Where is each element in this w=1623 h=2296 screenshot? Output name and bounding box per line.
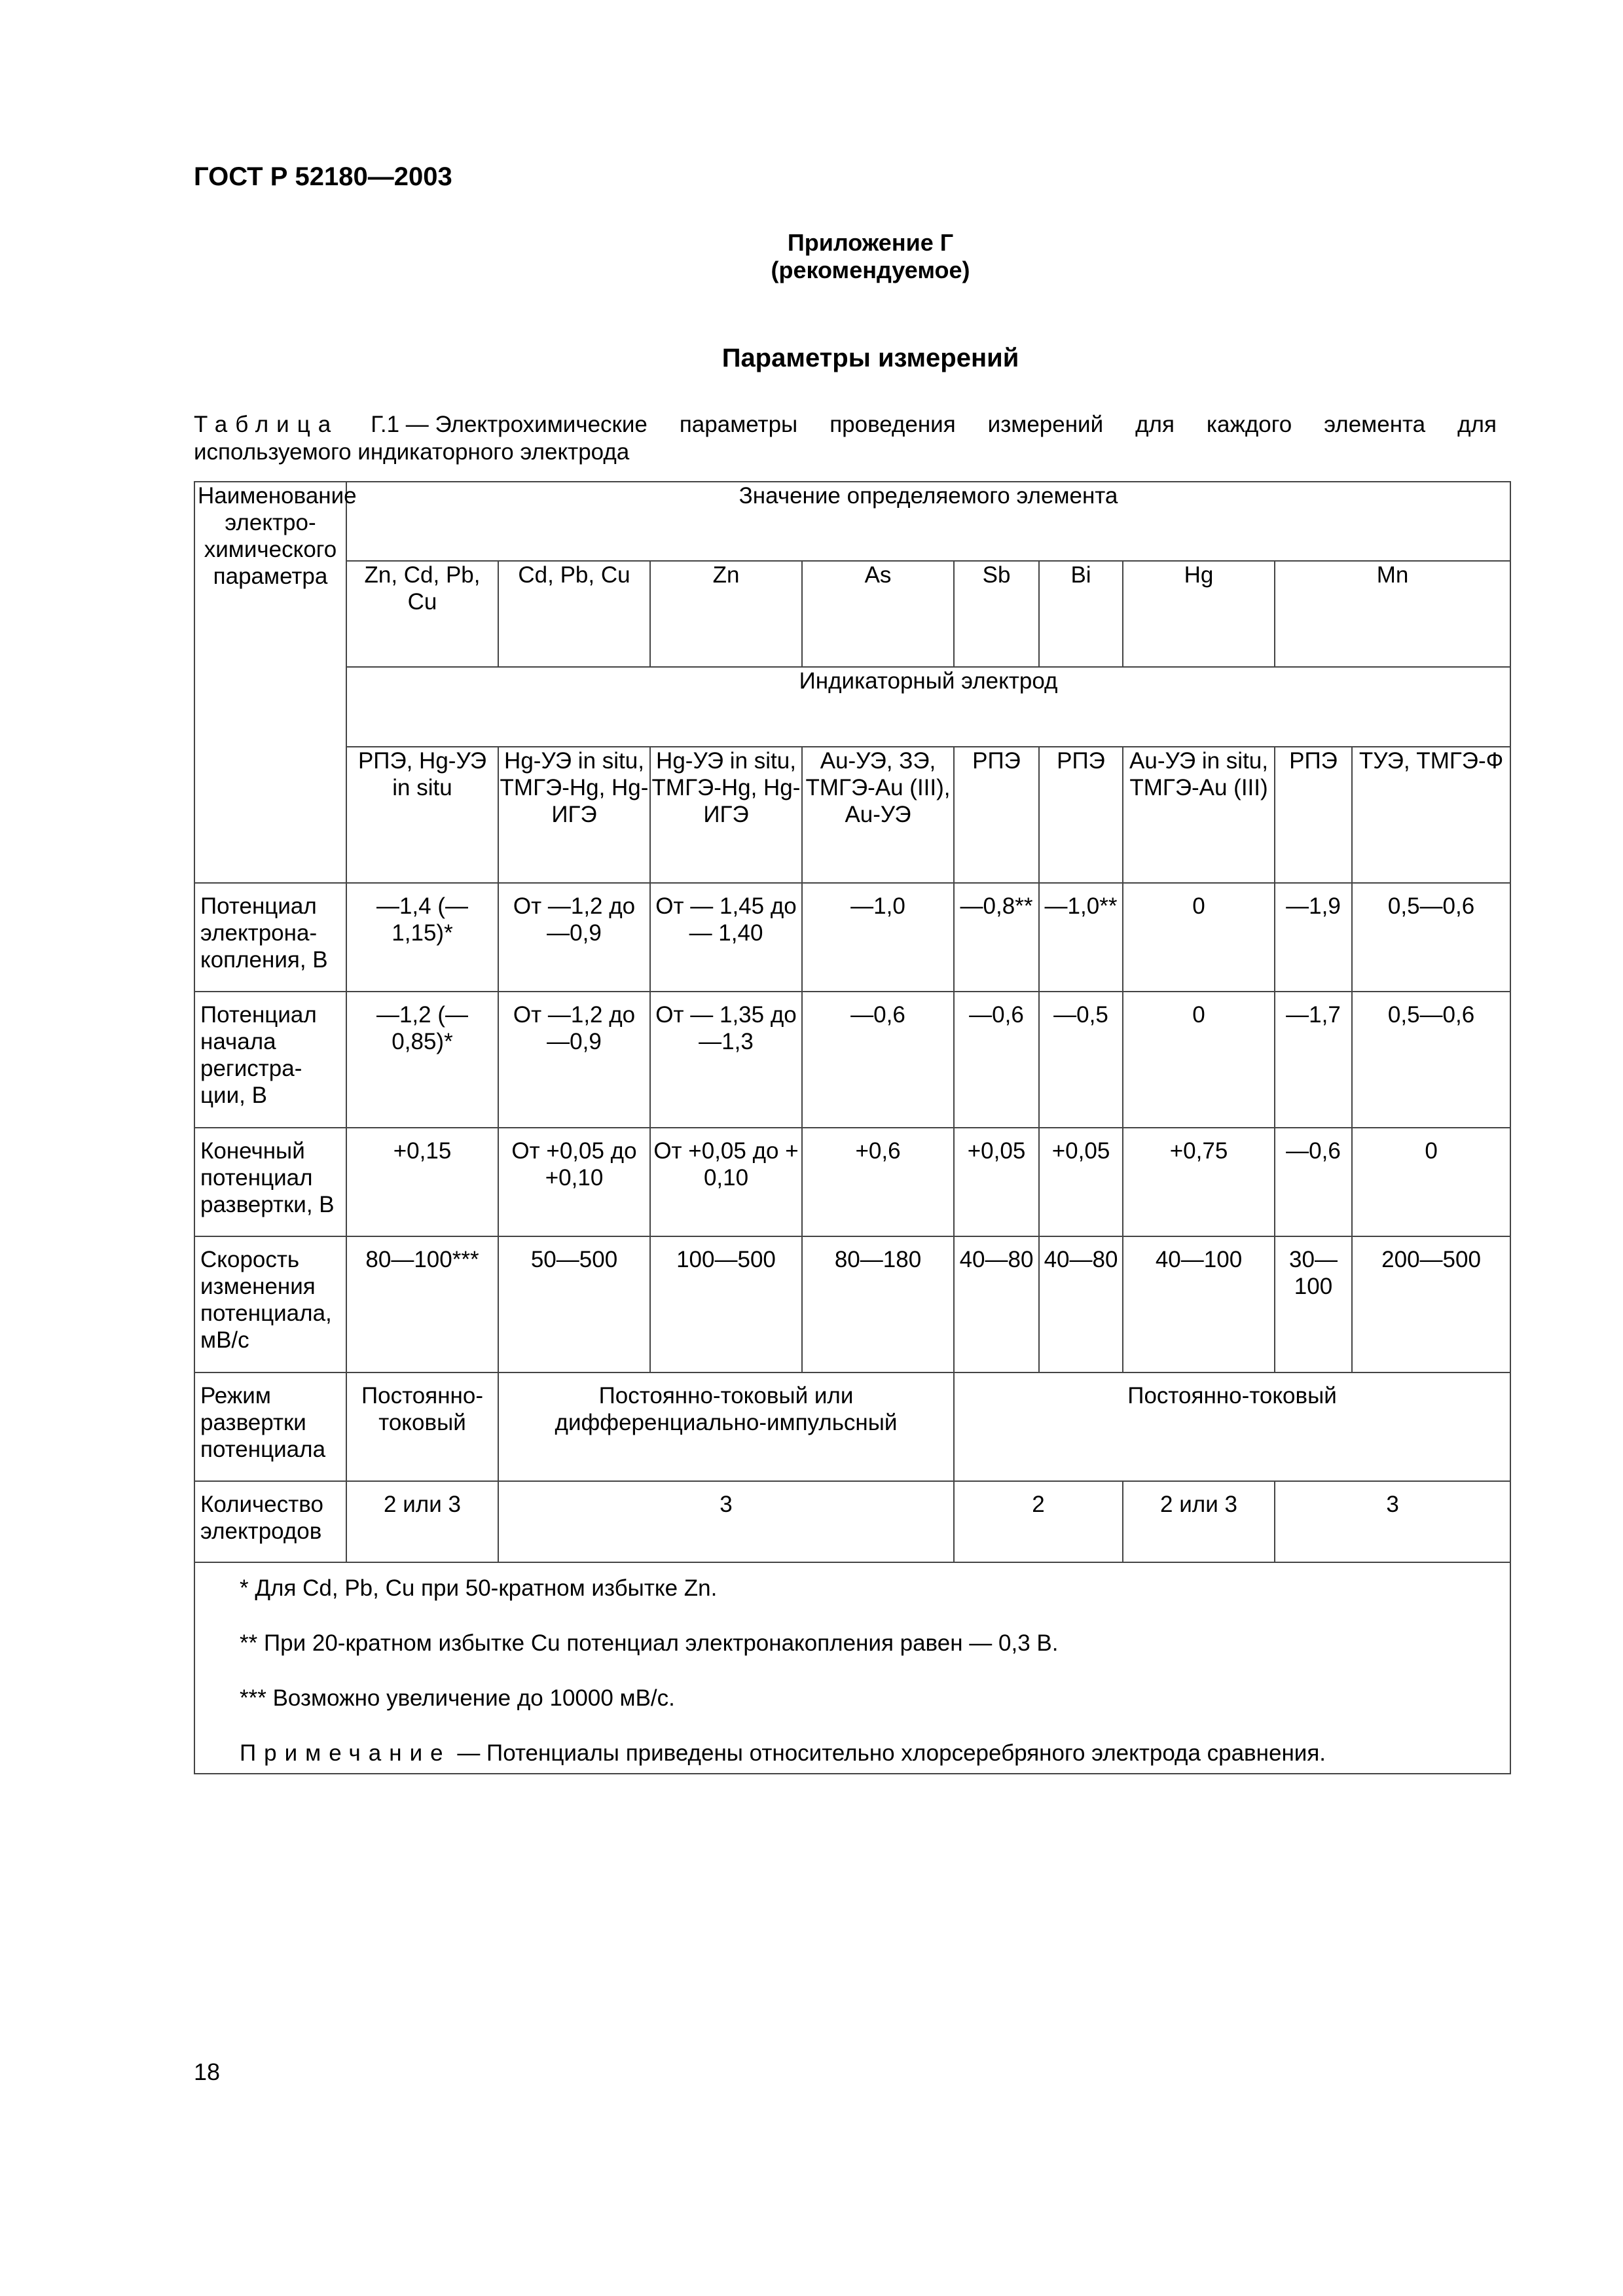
value-cell: 40—100 bbox=[1123, 1236, 1275, 1372]
element-cell: Mn bbox=[1275, 561, 1510, 667]
caption-word: параметры bbox=[679, 412, 798, 437]
element-cell: Zn, Cd, Pb, Cu bbox=[346, 561, 498, 667]
row-name: Режим развертки потенциала bbox=[194, 1372, 346, 1481]
value-cell: 2 или 3 bbox=[1123, 1481, 1275, 1562]
element-cell: As bbox=[802, 561, 954, 667]
value-cell: От —1,2 до —0,9 bbox=[498, 992, 650, 1128]
caption-word: для bbox=[1135, 412, 1175, 437]
electrode-cell: РПЭ bbox=[1039, 747, 1123, 883]
value-cell: —1,9 bbox=[1275, 883, 1352, 992]
value-cell: +0,15 bbox=[346, 1128, 498, 1236]
note-label: Примечание bbox=[240, 1740, 451, 1766]
section-title: Параметры измерений bbox=[721, 344, 1019, 372]
caption-word: проведения bbox=[830, 412, 956, 437]
footnote: ** При 20-кратном избытке Cu потенциал электронакопления равен — 0,3 В. bbox=[240, 1630, 1059, 1656]
table-caption bbox=[194, 411, 1497, 466]
value-cell: 50—500 bbox=[498, 1236, 650, 1372]
value-cell: 200—500 bbox=[1352, 1236, 1510, 1372]
count-row bbox=[194, 1481, 1510, 1562]
value-cell: 0,5—0,6 bbox=[1352, 992, 1510, 1128]
value-cell: 0,5—0,6 bbox=[1352, 883, 1510, 992]
caption-word: Г.1 — Электрохимические bbox=[371, 412, 647, 437]
table-row bbox=[194, 1236, 1510, 1372]
value-cell: 3 bbox=[1275, 1481, 1510, 1562]
table-row bbox=[194, 883, 1510, 992]
value-cell: 2 или 3 bbox=[346, 1481, 498, 1562]
value-cell: От +0,05 до + 0,10 bbox=[650, 1128, 802, 1236]
electrode-header-row bbox=[194, 667, 1510, 747]
element-cell: Cd, Pb, Cu bbox=[498, 561, 650, 667]
value-cell: —1,2 (—0,85)* bbox=[346, 992, 498, 1128]
value-cell: Постоянно-токовый bbox=[954, 1372, 1510, 1481]
appendix-title: Приложение Г bbox=[787, 229, 954, 256]
footnote: *** Возможно увеличение до 10000 мВ/с. bbox=[240, 1685, 675, 1711]
value-cell: 80—100*** bbox=[346, 1236, 498, 1372]
row-name: Скорость изменения потенциала, мВ/с bbox=[194, 1236, 346, 1372]
appendix-type: (рекомендуемое) bbox=[771, 257, 970, 283]
value-cell: +0,05 bbox=[1039, 1128, 1123, 1236]
value-cell: —1,7 bbox=[1275, 992, 1352, 1128]
electrode-cell: Hg-УЭ in situ, ТМГЭ-Hg, Hg-ИГЭ bbox=[650, 747, 802, 883]
parameters-table bbox=[194, 481, 1511, 1774]
value-cell: —0,5 bbox=[1039, 992, 1123, 1128]
row-name: Потенциал электрона-копления, В bbox=[194, 883, 346, 992]
value-cell: 30—100 bbox=[1275, 1236, 1352, 1372]
page-number: 18 bbox=[194, 2058, 221, 2085]
table-notes bbox=[194, 1562, 1510, 1774]
table-row bbox=[194, 992, 1510, 1128]
value-cell: —0,6 bbox=[954, 992, 1039, 1128]
value-cell: 80—180 bbox=[802, 1236, 954, 1372]
element-header: Значение определяемого элемента bbox=[346, 482, 1510, 561]
electrode-header: Индикаторный электрод bbox=[346, 667, 1510, 747]
mode-row bbox=[194, 1372, 1510, 1481]
element-cell: Sb bbox=[954, 561, 1039, 667]
value-cell: —0,6 bbox=[802, 992, 954, 1128]
value-cell: Постоянно-токовый bbox=[346, 1372, 498, 1481]
caption-word: элемента bbox=[1324, 412, 1426, 437]
notes-row bbox=[194, 1562, 1510, 1774]
caption-word: измерений bbox=[987, 412, 1104, 437]
note bbox=[240, 1740, 1510, 1767]
electrode-cell: ТУЭ, ТМГЭ-Ф bbox=[1352, 747, 1510, 883]
header-row-elements bbox=[194, 482, 1510, 561]
note-text: — Потенциалы приведены относительно хлорсеребряного электрода сравнения. bbox=[450, 1740, 1326, 1766]
value-cell: 40—80 bbox=[1039, 1236, 1123, 1372]
value-cell: 0 bbox=[1123, 992, 1275, 1128]
electrode-cell: РПЭ bbox=[1275, 747, 1352, 883]
value-cell: —1,0 bbox=[802, 883, 954, 992]
electrode-cell: РПЭ bbox=[954, 747, 1039, 883]
value-cell: +0,05 bbox=[954, 1128, 1039, 1236]
value-cell: 100—500 bbox=[650, 1236, 802, 1372]
value-cell: Постоянно-токовый или дифференциально-импульсный bbox=[498, 1372, 954, 1481]
footnote: * Для Cd, Pb, Cu при 50-кратном избытке Zn. bbox=[240, 1575, 718, 1601]
electrode-cell: Au-УЭ in situ, ТМГЭ-Au (III) bbox=[1123, 747, 1275, 883]
value-cell: —0,8** bbox=[954, 883, 1039, 992]
caption-line-1 bbox=[194, 411, 1497, 439]
document-header: ГОСТ Р 52180—2003 bbox=[194, 162, 452, 191]
element-cell: Bi bbox=[1039, 561, 1123, 667]
element-cell: Zn bbox=[650, 561, 802, 667]
param-column-header: Наименование электро-химического параметра bbox=[194, 482, 346, 883]
value-cell: От — 1,35 до —1,3 bbox=[650, 992, 802, 1128]
electrode-types-row bbox=[194, 747, 1510, 883]
row-name: Потенциал начала регистра-ции, В bbox=[194, 992, 346, 1128]
appendix-heading bbox=[59, 229, 1623, 284]
value-cell: +0,75 bbox=[1123, 1128, 1275, 1236]
value-cell: От +0,05 до +0,10 bbox=[498, 1128, 650, 1236]
element-names-row bbox=[194, 561, 1510, 667]
row-name: Конечный потенциал развертки, В bbox=[194, 1128, 346, 1236]
value-cell: —0,6 bbox=[1275, 1128, 1352, 1236]
value-cell: 0 bbox=[1123, 883, 1275, 992]
row-name: Количество электродов bbox=[194, 1481, 346, 1562]
value-cell: 0 bbox=[1352, 1128, 1510, 1236]
value-cell: —1,0** bbox=[1039, 883, 1123, 992]
value-cell: —1,4 (—1,15)* bbox=[346, 883, 498, 992]
table-row bbox=[194, 1128, 1510, 1236]
value-cell: +0,6 bbox=[802, 1128, 954, 1236]
caption-word: каждого bbox=[1206, 412, 1292, 437]
caption-line-2: используемого индикаторного электрода bbox=[194, 439, 630, 465]
electrode-cell: Hg-УЭ in situ, ТМГЭ-Hg, Hg-ИГЭ bbox=[498, 747, 650, 883]
value-cell: 3 bbox=[498, 1481, 954, 1562]
caption-label: Таблица bbox=[194, 412, 339, 437]
value-cell: От — 1,45 до — 1,40 bbox=[650, 883, 802, 992]
caption-word: для bbox=[1457, 412, 1497, 437]
value-cell: 40—80 bbox=[954, 1236, 1039, 1372]
electrode-cell: Au-УЭ, ЗЭ, ТМГЭ-Au (III), Au-УЭ bbox=[802, 747, 954, 883]
electrode-cell: РПЭ, Hg-УЭ in situ bbox=[346, 747, 498, 883]
value-cell: 2 bbox=[954, 1481, 1123, 1562]
element-cell: Hg bbox=[1123, 561, 1275, 667]
value-cell: От —1,2 до —0,9 bbox=[498, 883, 650, 992]
